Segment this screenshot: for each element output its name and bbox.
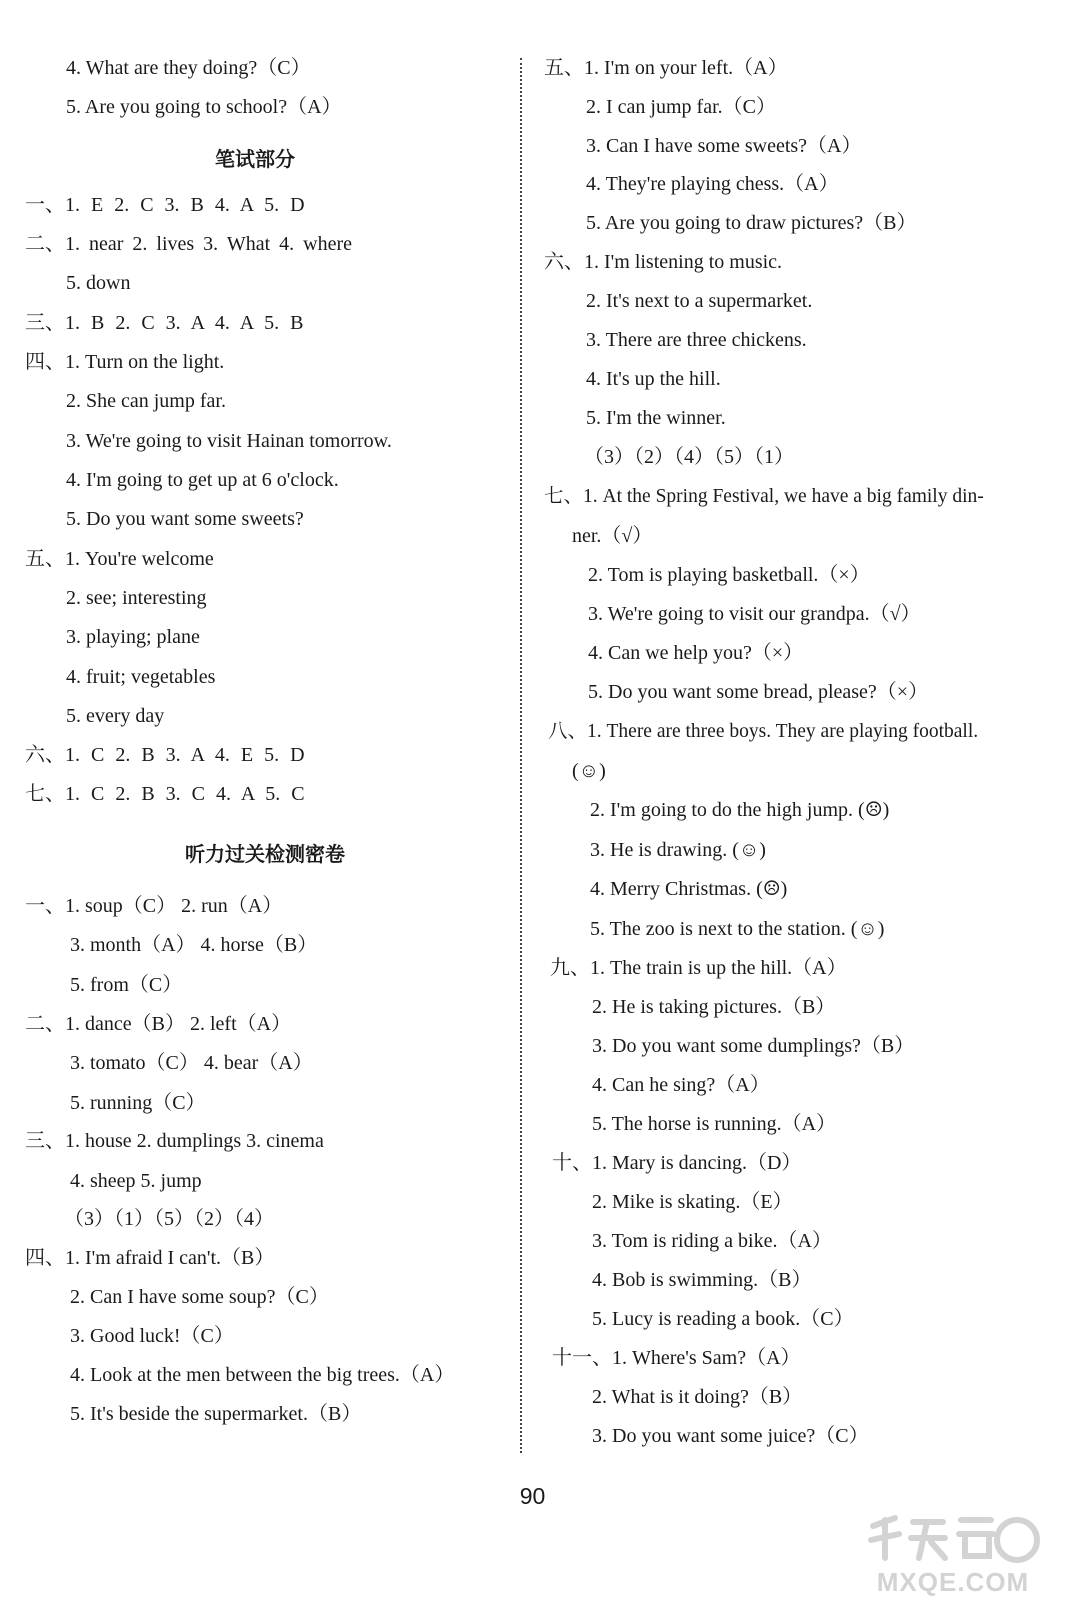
watermark-logo-icon (865, 1512, 1041, 1564)
section-heading-listening: 听力过关检测密卷 (185, 842, 345, 866)
answer-line: 十一、1. Where's Sam?（A） (552, 1347, 801, 1369)
answer-line: 3. Good luck!（C） (70, 1325, 234, 1347)
answer-line: 3. There are three chickens. (586, 329, 807, 351)
answer-line: 4. I'm going to get up at 6 o'clock. (66, 469, 339, 491)
answer-line: 3. Can I have some sweets?（A） (586, 135, 862, 157)
answer-line: 3. He is drawing. (☺) (590, 839, 766, 861)
answer-line: 4. Merry Christmas. (☹) (590, 878, 788, 900)
section-heading-written: 笔试部分 (215, 147, 295, 171)
answer-line: 四、1. I'm afraid I can't.（B） (25, 1247, 275, 1269)
answer-line: 2. Tom is playing basketball.（×） (588, 564, 870, 586)
answer-line: 十、1. Mary is dancing.（D） (552, 1152, 802, 1174)
answer-line: 二、1. dance（B） 2. left（A） (25, 1013, 292, 1035)
answer-line: 5. Lucy is reading a book.（C） (592, 1308, 854, 1330)
answer-line: 5. Are you going to school?（A） (66, 96, 342, 118)
answer-line: 5. I'm the winner. (586, 407, 726, 429)
answer-line: 5. The horse is running.（A） (592, 1113, 837, 1135)
answer-line: 六、1. I'm listening to music. (544, 251, 783, 273)
answer-line: 一、1. soup（C） 2. run（A） (25, 895, 283, 917)
answer-line: 五、1. I'm on your left.（A） (544, 57, 788, 79)
answer-line: 九、1. The train is up the hill.（A） (550, 957, 847, 979)
answer-line: (☺) (572, 760, 606, 782)
answer-line: 3. Do you want some juice?（C） (592, 1425, 869, 1447)
answer-line: 5. down (66, 272, 131, 294)
answer-line: 3. Do you want some dumplings?（B） (592, 1035, 915, 1057)
answer-line: 5. Are you going to draw pictures?（B） (586, 212, 917, 234)
answer-line: 八、1. There are three boys. They are playing football. (548, 721, 979, 742)
answer-line: 四、1. Turn on the light. (25, 351, 225, 373)
answer-line: 2. see; interesting (66, 587, 207, 609)
answer-line: 3. We're going to visit our grandpa.（√） (588, 603, 921, 625)
answer-line: 2. Can I have some soup?（C） (70, 1286, 329, 1308)
answer-line: 2. He is taking pictures.（B） (592, 996, 836, 1018)
watermark-text: MXQE.COM (876, 1567, 1030, 1597)
answer-line: 一、1. E 2. C 3. B 4. A 5. D (25, 194, 305, 216)
answer-line: 五、1. You're welcome (25, 548, 214, 570)
answer-line: 三、1. house 2. dumplings 3. cinema (25, 1130, 324, 1152)
answer-line: 六、1. C 2. B 3. A 4. E 5. D (25, 744, 305, 766)
answer-line: 5. Do you want some sweets? (66, 508, 304, 530)
answer-line: 3. We're going to visit Hainan tomorrow. (66, 430, 392, 452)
answer-line: 3. Tom is riding a bike.（A） (592, 1230, 832, 1252)
page-number: 90 (519, 1483, 546, 1509)
answer-line: 2. What is it doing?（B） (592, 1386, 803, 1408)
answer-line: 2. It's next to a supermarket. (586, 290, 813, 312)
answer-line: 4. Can he sing?（A） (592, 1074, 770, 1096)
watermark (853, 1508, 1053, 1598)
answer-line: 2. I'm going to do the high jump. (☹) (590, 799, 890, 821)
answer-line: 七、1. At the Spring Festival, we have a big family din- (544, 486, 984, 507)
answer-line: 4. Look at the men between the big trees.（A） (70, 1364, 455, 1386)
answer-line: 4. They're playing chess.（A） (586, 173, 839, 195)
answer-line: 4. Bob is swimming.（B） (592, 1269, 812, 1291)
answer-line: 3. playing; plane (66, 626, 200, 648)
answer-line: 2. Mike is skating.（E） (592, 1191, 793, 1213)
answer-line: 2. I can jump far.（C） (586, 96, 776, 118)
answer-line: 5. It's beside the supermarket.（B） (70, 1403, 362, 1425)
answer-line: 4. What are they doing?（C） (66, 57, 311, 79)
answer-line: ner.（√） (572, 525, 653, 547)
answer-line: 三、1. B 2. C 3. A 4. A 5. B (25, 312, 304, 334)
answer-line: 4. fruit; vegetables (66, 666, 216, 688)
answer-line: 5. from（C） (70, 974, 183, 996)
answer-line: 4. It's up the hill. (586, 368, 721, 390)
answer-line: 5. Do you want some bread, please?（×） (588, 681, 929, 703)
answer-line: 4. sheep 5. jump (70, 1170, 202, 1192)
answer-line: 3. tomato（C） 4. bear（A） (70, 1052, 313, 1074)
answer-line: 5. The zoo is next to the station. (☺) (590, 918, 885, 940)
answer-line: 5. running（C） (70, 1092, 206, 1114)
answer-line: 3. month（A） 4. horse（B） (70, 934, 318, 956)
answer-line: 2. She can jump far. (66, 390, 226, 412)
answer-line: 二、1. near 2. lives 3. What 4. where (25, 233, 352, 255)
column-divider (520, 58, 522, 1453)
answer-line: 七、1. C 2. B 3. C 4. A 5. C (25, 783, 305, 805)
answer-line: （3）（1）（5）（2）（4） (64, 1208, 274, 1230)
answer-line: 5. every day (66, 705, 165, 727)
answer-line: （3）（2）（4）（5）（1） (584, 446, 794, 468)
answer-line: 4. Can we help you?（×） (588, 642, 804, 664)
